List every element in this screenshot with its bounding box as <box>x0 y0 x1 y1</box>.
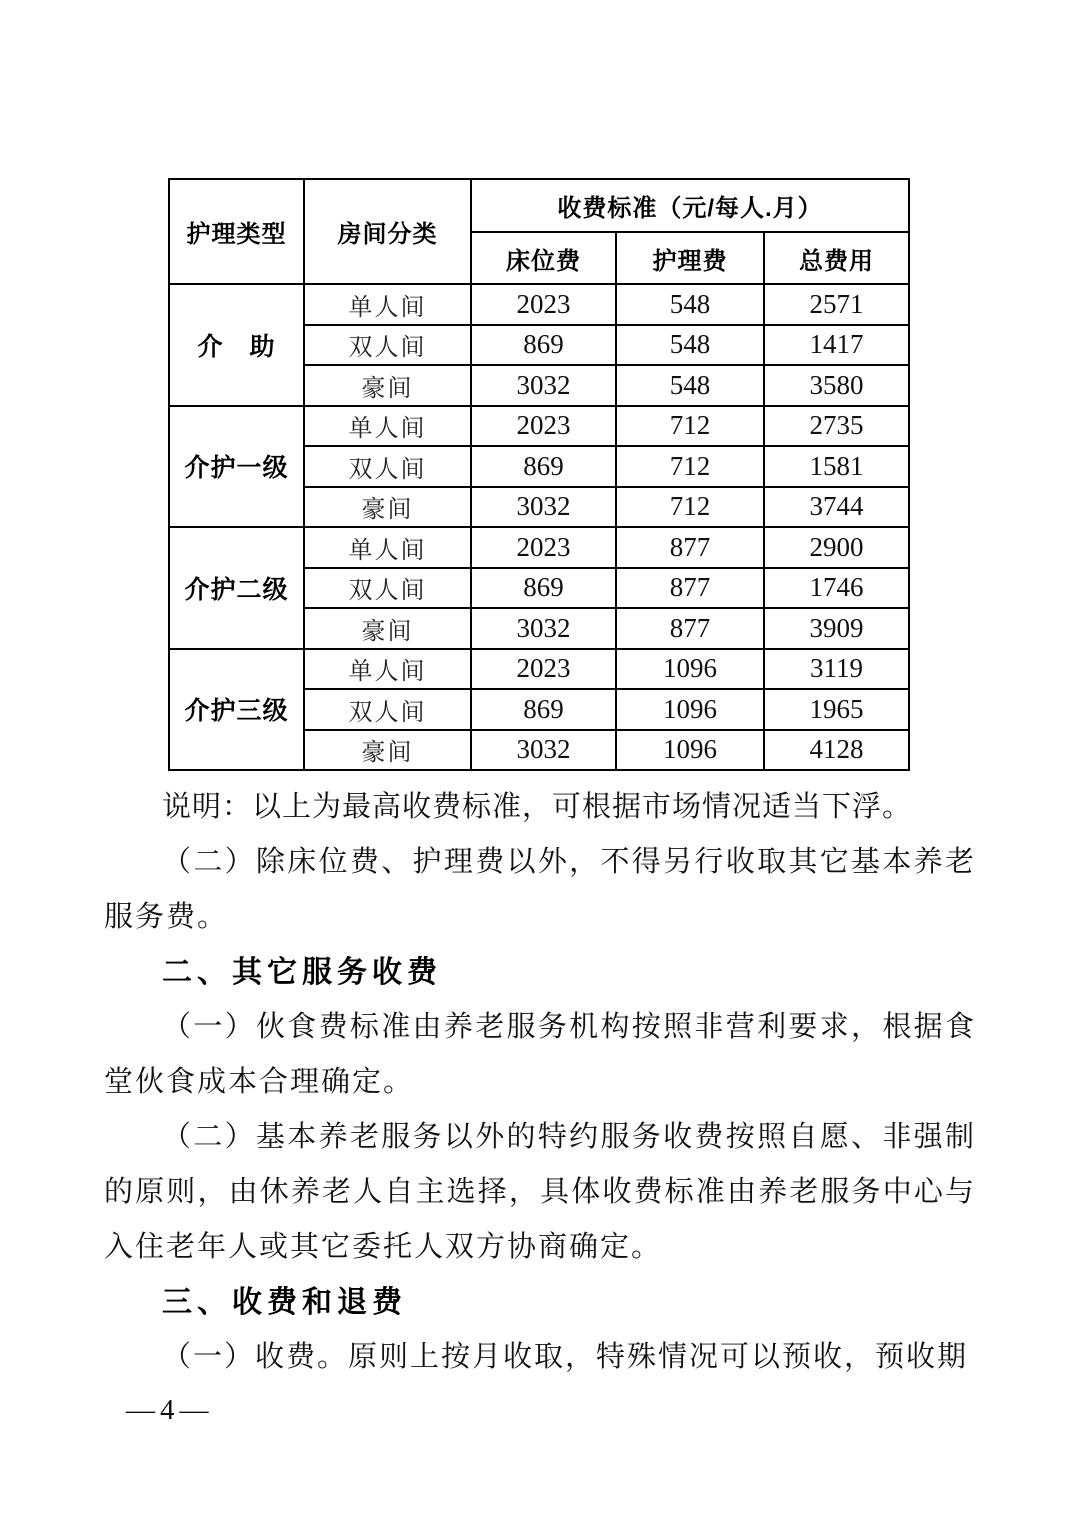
room-cell: 豪间 <box>304 487 471 528</box>
care-fee-cell: 712 <box>616 487 764 528</box>
section-heading-charge-refund: 三、收费和退费 <box>162 1286 407 1319</box>
care-fee-cell: 712 <box>616 446 764 487</box>
bed-fee-cell: 869 <box>471 446 616 487</box>
bed-fee-cell: 3032 <box>471 730 616 771</box>
total-fee-cell: 1417 <box>764 325 909 366</box>
care-fee-cell: 1096 <box>616 649 764 690</box>
table-note: 说明：以上为最高收费标准，可根据市场情况适当下浮。 <box>162 791 913 823</box>
total-fee-cell: 3119 <box>764 649 909 690</box>
section-heading-other-services: 二、其它服务收费 <box>162 956 442 989</box>
bed-fee-cell: 2023 <box>471 284 616 325</box>
room-cell: 单人间 <box>304 406 471 447</box>
col-header-care-type: 护理类型 <box>169 179 304 284</box>
bed-fee-cell: 2023 <box>471 649 616 690</box>
paragraph-charge-1: （一）收费。原则上按月收取，特殊情况可以预收，预收期 <box>162 1341 969 1373</box>
total-fee-cell: 2900 <box>764 527 909 568</box>
paragraph-other-services-2: （二）基本养老服务以外的特约服务收费按照自愿、非强制的原则，由休养老人自主选择，具体收费标准由养老服务中心与入住老年人或其它委托人双方协商确定。 <box>104 1121 976 1263</box>
col-header-room-category: 房间分类 <box>304 179 471 284</box>
paragraph-basic-fee-2: （二）除床位费、护理费以外，不得另行收取其它基本养老服务费。 <box>104 846 976 933</box>
col-header-care-fee: 护理费 <box>616 232 764 284</box>
col-header-fee-standard: 收费标准（元/每人.月） <box>471 179 909 232</box>
bed-fee-cell: 2023 <box>471 406 616 447</box>
total-fee-cell: 3909 <box>764 608 909 649</box>
fee-standard-table <box>168 178 910 771</box>
page-number: —4— <box>126 1394 214 1426</box>
room-cell: 豪间 <box>304 365 471 406</box>
care-fee-cell: 548 <box>616 365 764 406</box>
care-type-cell: 介护三级 <box>169 649 304 771</box>
total-fee-cell: 1581 <box>764 446 909 487</box>
bed-fee-cell: 3032 <box>471 365 616 406</box>
table-row <box>169 649 909 690</box>
care-fee-cell: 548 <box>616 325 764 366</box>
table-row <box>169 527 909 568</box>
care-type-cell: 介护一级 <box>169 406 304 528</box>
room-cell: 豪间 <box>304 730 471 771</box>
care-fee-cell: 1096 <box>616 689 764 730</box>
care-fee-cell: 877 <box>616 527 764 568</box>
bed-fee-cell: 3032 <box>471 487 616 528</box>
bed-fee-cell: 869 <box>471 325 616 366</box>
total-fee-cell: 1746 <box>764 568 909 609</box>
care-fee-cell: 877 <box>616 608 764 649</box>
bed-fee-cell: 869 <box>471 689 616 730</box>
total-fee-cell: 2571 <box>764 284 909 325</box>
room-cell: 双人间 <box>304 325 471 366</box>
paragraph-other-services-1: （一）伙食费标准由养老服务机构按照非营利要求，根据食堂伙食成本合理确定。 <box>104 1011 976 1098</box>
room-cell: 单人间 <box>304 649 471 690</box>
total-fee-cell: 2735 <box>764 406 909 447</box>
total-fee-cell: 3580 <box>764 365 909 406</box>
col-header-total-fee: 总费用 <box>764 232 909 284</box>
room-cell: 单人间 <box>304 284 471 325</box>
care-fee-cell: 1096 <box>616 730 764 771</box>
bed-fee-cell: 869 <box>471 568 616 609</box>
total-fee-cell: 1965 <box>764 689 909 730</box>
total-fee-cell: 4128 <box>764 730 909 771</box>
care-type-cell: 介护二级 <box>169 527 304 649</box>
table-row <box>169 284 909 325</box>
room-cell: 豪间 <box>304 608 471 649</box>
care-fee-cell: 877 <box>616 568 764 609</box>
room-cell: 双人间 <box>304 689 471 730</box>
bed-fee-cell: 2023 <box>471 527 616 568</box>
body-text <box>104 780 976 1385</box>
care-fee-cell: 548 <box>616 284 764 325</box>
total-fee-cell: 3744 <box>764 487 909 528</box>
care-fee-cell: 712 <box>616 406 764 447</box>
table-row <box>169 406 909 447</box>
room-cell: 单人间 <box>304 527 471 568</box>
room-cell: 双人间 <box>304 446 471 487</box>
care-type-cell: 介 助 <box>169 284 304 406</box>
col-header-bed-fee: 床位费 <box>471 232 616 284</box>
room-cell: 双人间 <box>304 568 471 609</box>
bed-fee-cell: 3032 <box>471 608 616 649</box>
